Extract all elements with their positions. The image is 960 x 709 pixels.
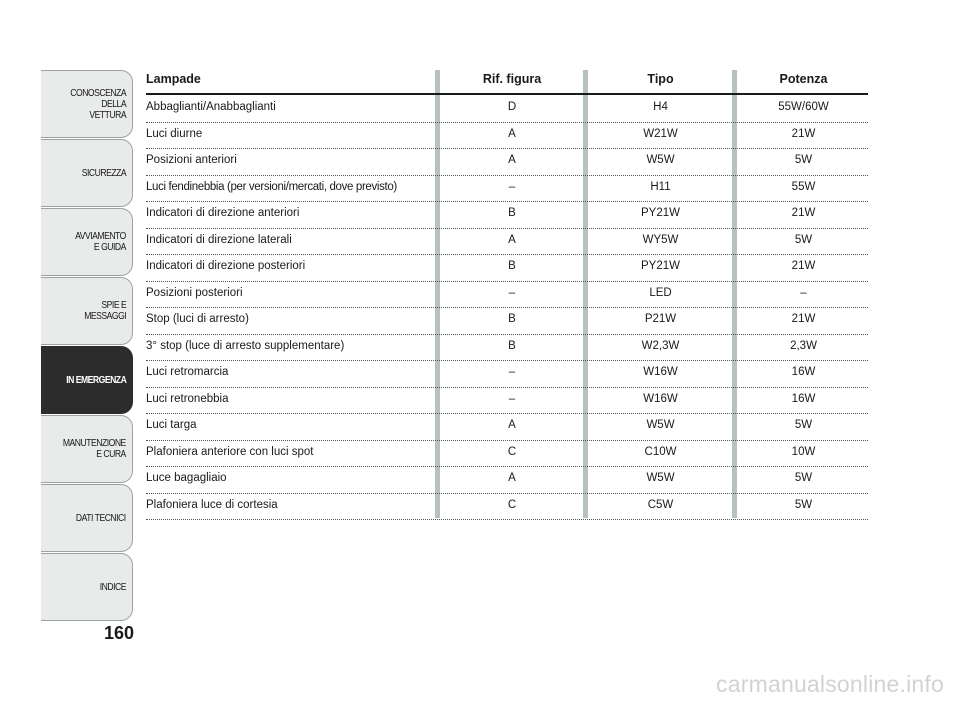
tab-avviamento-e-guida[interactable]: [41, 208, 133, 276]
cell-lampade: Posizioni posteriori: [146, 286, 243, 299]
tab-label: AVVIAMENTO E GUIDA: [75, 230, 126, 253]
table-row: [146, 334, 868, 362]
cell-potenza: 2,3W: [790, 339, 817, 352]
cell-lampade: Indicatori di direzione posteriori: [146, 260, 306, 272]
table-row: [146, 307, 868, 335]
cell-potenza: 5W: [794, 472, 813, 484]
tab-manutenzione-e-cura[interactable]: [41, 415, 133, 483]
cell-rif: B: [508, 260, 516, 272]
cell-rif: D: [507, 101, 517, 113]
cell-tipo: W5W: [646, 472, 675, 484]
cell-rif: A: [508, 472, 516, 484]
cell-tipo: W5W: [646, 419, 675, 431]
cell-lampade: Luci diurne: [146, 127, 203, 140]
page-number: 160: [103, 623, 134, 643]
cell-lampade: Plafoniera anteriore con luci spot: [146, 445, 314, 458]
cell-rif: B: [508, 339, 516, 352]
header-lampade: Lampade: [146, 72, 201, 86]
table-row: [146, 228, 868, 256]
cell-potenza: 21W: [791, 127, 816, 140]
cell-lampade: Posizioni anteriori: [146, 154, 237, 166]
cell-tipo: C5W: [647, 498, 674, 511]
cell-tipo: PY21W: [641, 207, 680, 219]
tab-label: CONOSCENZA DELLA VETTURA: [70, 86, 126, 121]
table-row: [146, 281, 868, 309]
cell-rif: A: [508, 127, 516, 140]
cell-potenza: 5W: [794, 498, 813, 511]
cell-potenza: –: [800, 286, 807, 299]
tab-label: SICUREZZA: [81, 166, 126, 179]
cell-rif: –: [508, 392, 516, 405]
cell-rif: A: [508, 233, 516, 246]
table-row: [146, 360, 868, 388]
cell-potenza: 55W: [791, 180, 816, 193]
cell-tipo: W16W: [643, 366, 678, 378]
tab-label: IN EMERGENZA: [65, 373, 126, 386]
table-row: [146, 413, 868, 441]
cell-potenza: 10W: [791, 445, 816, 458]
cell-lampade: Plafoniera luce di cortesia: [146, 498, 278, 511]
table-row: [146, 466, 868, 494]
cell-potenza: 5W: [794, 419, 813, 431]
table-row: [146, 493, 868, 521]
cell-lampade: Indicatori di direzione laterali: [146, 233, 292, 246]
cell-tipo: W5W: [646, 154, 675, 166]
cell-lampade: Luce bagagliaio: [146, 472, 227, 484]
table-row: [146, 148, 868, 176]
tab-sicurezza[interactable]: [41, 139, 133, 207]
cell-tipo: P21W: [644, 313, 677, 325]
cell-lampade: Abbaglianti/Anabbaglianti: [146, 101, 276, 113]
cell-tipo: C10W: [644, 445, 677, 458]
cell-rif: C: [507, 445, 517, 458]
tab-spie-e-messaggi[interactable]: [41, 277, 133, 345]
tab-in-emergenza[interactable]: [41, 346, 133, 414]
table-row: [146, 122, 868, 150]
tab-label: INDICE: [99, 580, 126, 593]
cell-tipo: W2,3W: [641, 339, 680, 352]
cell-rif: C: [507, 498, 517, 511]
cell-rif: –: [508, 366, 516, 378]
cell-tipo: H11: [650, 180, 671, 193]
cell-potenza: 21W: [791, 260, 816, 272]
cell-tipo: LED: [649, 286, 672, 299]
tab-label: MANUTENZIONE E CURA: [63, 437, 126, 460]
cell-tipo: W16W: [643, 392, 678, 405]
cell-tipo: WY5W: [642, 233, 679, 246]
cell-potenza: 5W: [794, 233, 813, 246]
header-potenza: Potenza: [779, 72, 828, 86]
cell-lampade: Stop (luci di arresto): [146, 313, 249, 325]
tab-label: DATI TECNICI: [76, 511, 126, 524]
cell-lampade: Luci fendinebbia (per versioni/mercati, dove previsto): [146, 180, 397, 193]
table-row: [146, 254, 868, 282]
header-tipo: Tipo: [647, 72, 674, 86]
tab-label: SPIE E MESSAGGI: [84, 299, 126, 322]
cell-rif: A: [508, 154, 516, 166]
tab-conoscenza-della-vettura[interactable]: [41, 70, 133, 138]
cell-lampade: Luci retromarcia: [146, 366, 229, 378]
cell-tipo: H4: [653, 101, 668, 113]
table-row: [146, 440, 868, 468]
cell-potenza: 16W: [791, 392, 816, 405]
table-row: [146, 387, 868, 415]
cell-lampade: 3° stop (luce di arresto supplementare): [146, 339, 345, 352]
tab-dati-tecnici[interactable]: [41, 484, 133, 552]
cell-rif: –: [508, 180, 516, 193]
cell-potenza: 21W: [791, 207, 816, 219]
cell-rif: –: [508, 286, 516, 299]
tab-indice[interactable]: [41, 553, 133, 621]
table-row: [146, 175, 868, 203]
header-rif-figura: Rif. figura: [482, 72, 542, 86]
cell-potenza: 55W/60W: [778, 101, 829, 113]
cell-lampade: Luci retronebbia: [146, 392, 229, 405]
cell-tipo: W21W: [643, 127, 678, 140]
cell-potenza: 21W: [791, 313, 816, 325]
watermark: carmanualsonline.info: [716, 671, 944, 697]
cell-rif: A: [508, 419, 516, 431]
table-row: [146, 95, 868, 123]
cell-lampade: Luci targa: [146, 419, 197, 431]
table-row: [146, 201, 868, 229]
cell-potenza: 16W: [791, 366, 816, 378]
cell-lampade: Indicatori di direzione anteriori: [146, 207, 300, 219]
cell-potenza: 5W: [794, 154, 813, 166]
cell-rif: B: [508, 207, 516, 219]
cell-tipo: PY21W: [641, 260, 680, 272]
cell-rif: B: [508, 313, 516, 325]
